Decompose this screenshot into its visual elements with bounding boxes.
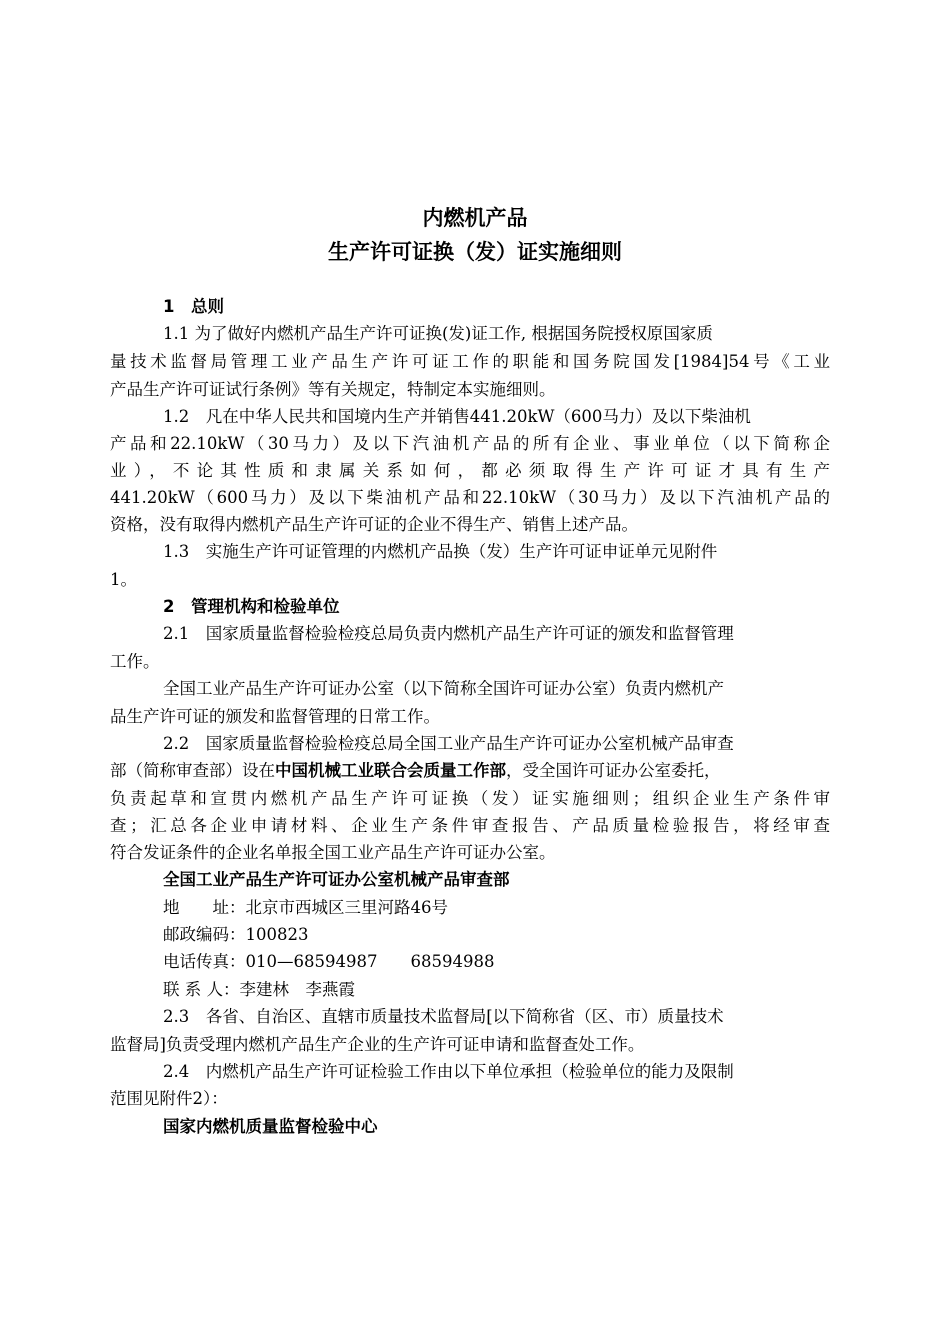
doc-title-line1: 内燃机产品 <box>422 206 528 230</box>
para-2-2-line: 2.2 国家质量监督检验检疫总局全国工业产品生产许可证办公室机械产品审查 <box>163 734 734 753</box>
para-2-2-line: 负责起草和宣贯内燃机产品生产许可证换（发）证实施细则；组织企业生产条件审 <box>110 789 830 808</box>
para-1-2-line: 1.2 凡在中华人民共和国境内生产并销售441.20kW（600马力）及以下柴油机 <box>163 407 751 426</box>
review-dept-phone: 电话传真：010—68594987 68594988 <box>163 952 495 971</box>
para-2-1b-line: 全国工业产品生产许可证办公室（以下简称全国许可证办公室）负责内燃机产 <box>163 679 724 698</box>
para-2-3-line: 2.3 各省、自治区、直辖市质量技术监督局[以下简称省（区、市）质量技术 <box>163 1007 724 1026</box>
doc-title-line2: 生产许可证换（发）证实施细则 <box>328 240 622 264</box>
para-1-3-line: 1.3 实施生产许可证管理的内燃机产品换（发）生产许可证申证单元见附件 <box>163 542 718 561</box>
para-2-1-line: 工作。 <box>110 652 160 671</box>
para-1-1-line: 1.1 为了做好内燃机产品生产许可证换(发)证工作, 根据国务院授权原国家质 <box>163 324 713 343</box>
review-dept-name: 全国工业产品生产许可证办公室机械产品审查部 <box>163 870 510 889</box>
para-2-2-line: 符合发证条件的企业名单报全国工业产品生产许可证办公室。 <box>110 843 556 862</box>
review-dept-contact: 联 系 人：李建林 李燕霞 <box>163 980 355 999</box>
para-1-1-line: 量技术监督局管理工业产品生产许可证工作的职能和国务院国发[1984]54号《工业 <box>110 352 830 371</box>
para-1-1-line: 产品生产许可证试行条例》等有关规定，特制定本实施细则。 <box>110 380 556 399</box>
quality-dept-name: 中国机械工业联合会质量工作部 <box>275 761 506 780</box>
section-2-heading: 2 管理机构和检验单位 <box>163 597 340 616</box>
para-1-3-line: 1。 <box>110 570 137 589</box>
para-2-2-line: 查；汇总各企业申请材料、企业生产条件审查报告、产品质量检验报告，将经审查 <box>110 816 830 835</box>
para-2-3-line: 监督局]负责受理内燃机产品生产企业的生产许可证申请和监督查处工作。 <box>110 1035 645 1054</box>
para-1-2-line: 业），不论其性质和隶属关系如何，都必须取得生产许可证才具有生产 <box>110 461 830 480</box>
review-dept-address: 地 址：北京市西城区三里河路46号 <box>163 898 448 917</box>
para-2-1-line: 2.1 国家质量监督检验检疫总局负责内燃机产品生产许可证的颁发和监督管理 <box>163 624 734 643</box>
para-2-2-line-mixed <box>110 760 830 782</box>
para-2-2-text: ，受全国许可证办公室委托， <box>506 761 721 780</box>
para-1-2-line: 资格，没有取得内燃机产品生产许可证的企业不得生产、销售上述产品。 <box>110 515 638 534</box>
para-2-4-line: 范围见附件2）： <box>110 1089 228 1108</box>
para-2-2-text: 部（简称审查部）设在 <box>110 761 275 780</box>
para-1-2-line: 产品和22.10kW（30马力）及以下汽油机产品的所有企业、事业单位（以下简称企 <box>110 434 830 453</box>
para-2-1b-line: 品生产许可证的颁发和监督管理的日常工作。 <box>110 707 440 726</box>
para-1-2-line: 441.20kW（600马力）及以下柴油机产品和22.10kW（30马力）及以下汽油机产品的 <box>110 488 830 507</box>
review-dept-postcode: 邮政编码：100823 <box>163 925 309 944</box>
para-2-4-line: 2.4 内燃机产品生产许可证检验工作由以下单位承担（检验单位的能力及限制 <box>163 1062 734 1081</box>
inspection-center-name: 国家内燃机质量监督检验中心 <box>163 1117 378 1136</box>
section-1-heading: 1 总则 <box>163 297 224 316</box>
